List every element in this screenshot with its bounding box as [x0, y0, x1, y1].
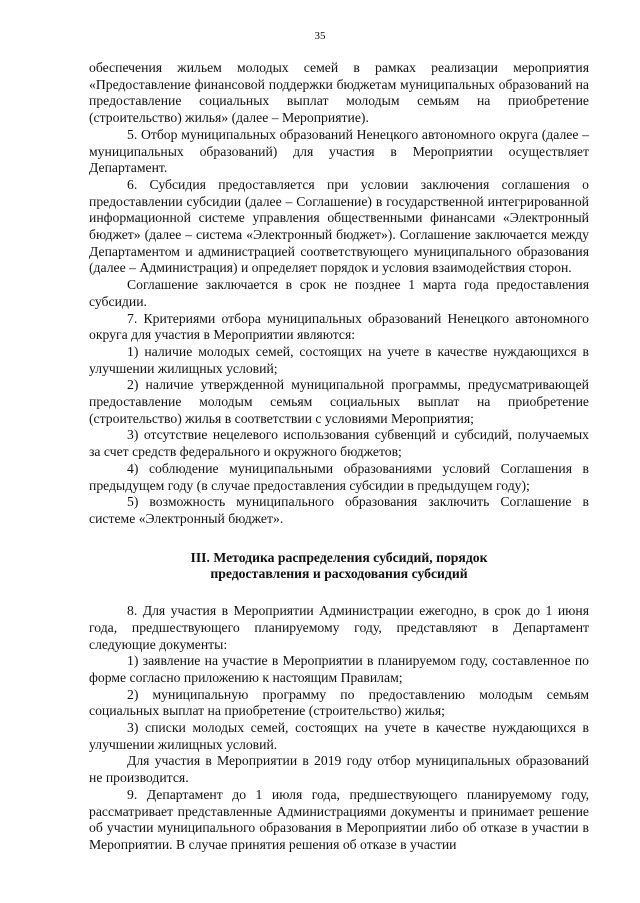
paragraph: 4) соблюдение муниципальными образованиями условий Соглашения в предыдущем году (в случае предоставления субсидии в предыдущем году);	[89, 460, 589, 493]
document-body	[89, 60, 589, 854]
paragraph: 5. Отбор муниципальных образований Ненецкого автономного округа (далее – муниципальных образований) для участия в Мероприятии осуществляет Департамент.	[89, 126, 589, 176]
paragraph: 7. Критериями отбора муниципальных образований Ненецкого автономного округа для участия в Мероприятии являются:	[89, 310, 589, 343]
paragraph: 1) наличие молодых семей, состоящих на учете в качестве нуждающихся в улучшении жилищных условий;	[89, 343, 589, 376]
paragraph: 6. Субсидия предоставляется при условии заключения соглашения о предоставлении субсидии (далее – Соглашение) в государственной интегрированной информационной системе управления общественными финансами «Электронный бюджет» (далее – система «Электронный бюджет»). Соглашение заключается между Департаментом и администрацией соответствующего муниципального образования (далее – Администрация) и определяет порядок и условия взаимодействия сторон.	[89, 176, 589, 276]
page-number: 35	[314, 30, 326, 42]
paragraph: 8. Для участия в Мероприятии Администрации ежегодно, в срок до 1 июня года, предшествующего планируемому году, представляют в Департамент следующие документы:	[89, 603, 589, 652]
paragraph: 3) отсутствие нецелевого использования субвенций и субсидий, получаемых за счет средств федерального и окружного бюджетов;	[89, 427, 589, 460]
paragraph: 5) возможность муниципального образования заключить Соглашение в системе «Электронный бюджет».	[89, 494, 589, 526]
section-heading: III. Методика распределения субсидий, порядок предоставления и расходования субсидий	[190, 549, 488, 582]
paragraph: 3) списки молодых семей, состоящих на учете в качестве нуждающихся в улучшении жилищных условий.	[89, 720, 589, 752]
paragraphs-after-heading	[89, 603, 589, 854]
paragraph: 2) наличие утвержденной муниципальной программы, предусматривающей предоставление молодым семьям социальных выплат на приобретение (строительство) жилья в соответствии с условиями Мероприятия;	[89, 377, 589, 426]
paragraph: обеспечения жильем молодых семей в рамках реализации мероприятия «Предоставление финансовой поддержки бюджетам муниципальных образований на предоставление социальных выплат молодым семьям на приобретение (строительство) жилья» (далее – Мероприятие).	[89, 60, 589, 126]
paragraph: 1) заявление на участие в Мероприятии в планируемом году, составленное по форме согласно приложению к настоящим Правилам;	[89, 653, 589, 685]
paragraph: Для участия в Мероприятии в 2019 году отбор муниципальных образований не производится.	[89, 753, 589, 786]
paragraphs-before-heading	[89, 60, 589, 528]
paragraph: Соглашение заключается в срок не позднее 1 марта года предоставления субсидии.	[89, 277, 589, 309]
paragraph: 9. Департамент до 1 июля года, предшествующего планируемому году, рассматривает представленные Администрациями документы и принимает решение об участии муниципального образования в Мероприятии либо об отказе в участии в Мероприятии. В случае принятия решения об отказе в участии	[89, 786, 589, 852]
paragraph: 2) муниципальную программу по предоставлению молодым семьям социальных выплат на приобретение (строительство) жилья;	[89, 686, 589, 719]
